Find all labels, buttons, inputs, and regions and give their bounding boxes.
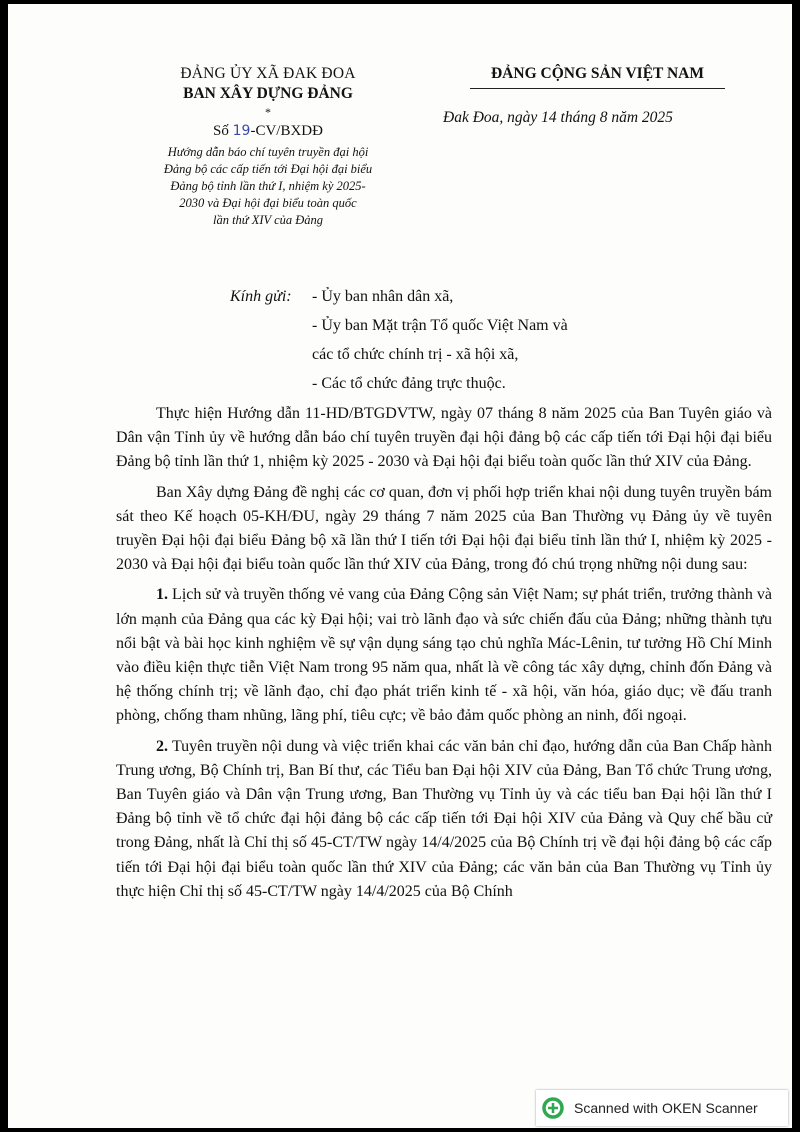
document-page bbox=[8, 4, 792, 1128]
party-block bbox=[438, 64, 768, 129]
document-body bbox=[116, 402, 772, 910]
body-paragraph bbox=[116, 583, 772, 728]
recipient-item: - Ủy ban nhân dân xã, bbox=[312, 288, 454, 305]
recipient-item: - Ủy ban Mặt trận Tổ quốc Việt Nam và bbox=[312, 317, 568, 334]
recipient-item: các tổ chức chính trị - xã hội xã, bbox=[312, 346, 519, 363]
document-subject bbox=[118, 144, 418, 229]
item-text: Tuyên truyền nội dung và việc triển khai các văn bản chỉ đạo, hướng dẫn của Ban Chấp hành Trung ương, Bộ Chính trị, Ban Bí thư, các Tiểu ban Đại hội XIV của Đảng, Ban Tổ chức Trung ương, Ban Tuyên giáo và Dân vận Trung ương, Ban Thường vụ Tỉnh ủy và các tiểu ban Đại hội lần thứ I Đảng bộ tỉnh về tổ chức đại hội đảng bộ các cấp tiến tới Đại hội XIV của Đảng và Quy chế bầu cử trong Đảng, nhất là Chỉ thị số 45-CT/TW ngày 14/4/2025 của Bộ Chính trị về đại hội đảng bộ các cấp tiến tới Đại hội đại biểu toàn quốc lần thứ XIV của Đảng; các văn bản của Ban Thường vụ Tỉnh ủy thực hiện Chỉ thị số 45-CT/TW ngày 14/4/2025 của Bộ Chính bbox=[116, 737, 772, 900]
body-paragraph bbox=[116, 735, 772, 904]
issuer-org-line2: BAN XÂY DỰNG ĐẢNG bbox=[183, 85, 353, 102]
subject-line: Hướng dẫn báo chí tuyên truyền đại hội bbox=[167, 145, 369, 159]
issuer-org-line1: ĐẢNG ỦY XÃ ĐAK ĐOA bbox=[180, 65, 356, 82]
document-number-handwritten: 19 bbox=[232, 123, 251, 139]
item-number: 1. bbox=[156, 586, 168, 604]
scanner-watermark bbox=[536, 1090, 788, 1126]
issuer-block bbox=[118, 64, 418, 229]
body-paragraph: Ban Xây dựng Đảng đề nghị các cơ quan, đơn vị phối hợp triển khai nội dung tuyên truyền bám sát theo Kế hoạch 05-KH/ĐU, ngày 29 tháng 7 năm 2025 của Ban Thường vụ Đảng ủy về tuyên truyền Đại hội đại biểu Đảng bộ xã lần thứ I tiến tới Đại hội đại biểu tỉnh lần thứ I, nhiệm kỳ 2025 - 2030 và Đại hội đại biểu toàn quốc lần thứ XIV của Đảng, trong đó chú trọng những nội dung sau: bbox=[116, 483, 772, 574]
subject-line: 2030 và Đại hội đại biểu toàn quốc bbox=[179, 196, 357, 210]
recipients-block bbox=[230, 282, 750, 398]
place-date: Đak Đoa, ngày 14 tháng 8 năm 2025 bbox=[443, 109, 673, 126]
item-number: 2. bbox=[156, 737, 168, 755]
party-name: ĐẢNG CỘNG SẢN VIỆT NAM bbox=[470, 64, 725, 89]
recipient-item: - Các tổ chức đảng trực thuộc. bbox=[312, 375, 506, 392]
document-number-suffix: -CV/BXDĐ bbox=[250, 123, 323, 139]
document-number bbox=[118, 120, 418, 142]
subject-line: Đảng bộ các cấp tiến tới Đại hội đại biểu bbox=[163, 162, 373, 176]
document-number-prefix: Số bbox=[213, 123, 229, 139]
oken-logo-icon bbox=[542, 1097, 564, 1119]
issuer-star: * bbox=[265, 105, 271, 119]
recipients-label: Kính gửi: bbox=[230, 288, 292, 305]
subject-line: lần thứ XIV của Đảng bbox=[212, 213, 324, 227]
subject-line: Đảng bộ tỉnh lần thứ I, nhiệm kỳ 2025- bbox=[170, 179, 366, 193]
scanner-label: Scanned with OKEN Scanner bbox=[574, 1100, 758, 1116]
body-paragraph: Thực hiện Hướng dẫn 11-HD/BTGDVTW, ngày 07 tháng 8 năm 2025 của Ban Tuyên giáo và Dân vận Tỉnh ủy về hướng dẫn báo chí tuyên truyền đại hội đảng bộ các cấp tiến tới Đại hội đại biểu Đảng bộ tỉnh lần thứ 1, nhiệm kỳ 2025 - 2030 và Đại hội đại biểu toàn quốc lần thứ XIV của Đảng. bbox=[116, 405, 772, 471]
item-text: Lịch sử và truyền thống vẻ vang của Đảng Cộng sản Việt Nam; sự phát triển, trưởng thành và lớn mạnh của Đảng qua các kỳ Đại hội; vai trò lãnh đạo và sức chiến đấu của Đảng; những thành tựu nổi bật và bài học kinh nghiệm về sự vận dụng sáng tạo chủ nghĩa Mác-Lênin, tư tưởng Hồ Chí Minh vào điều kiện thực tiễn Việt Nam trong 95 năm qua, nhất là về công tác xây dựng, chỉnh đốn Đảng và hệ thống chính trị; về lãnh đạo, chỉ đạo phát triển kinh tế - xã hội, văn hóa, giáo dục; về đấu tranh phòng, chống tham nhũng, lãng phí, tiêu cực; về bảo đảm quốc phòng an ninh, đối ngoại. bbox=[116, 586, 772, 725]
recipient-row bbox=[230, 282, 750, 311]
